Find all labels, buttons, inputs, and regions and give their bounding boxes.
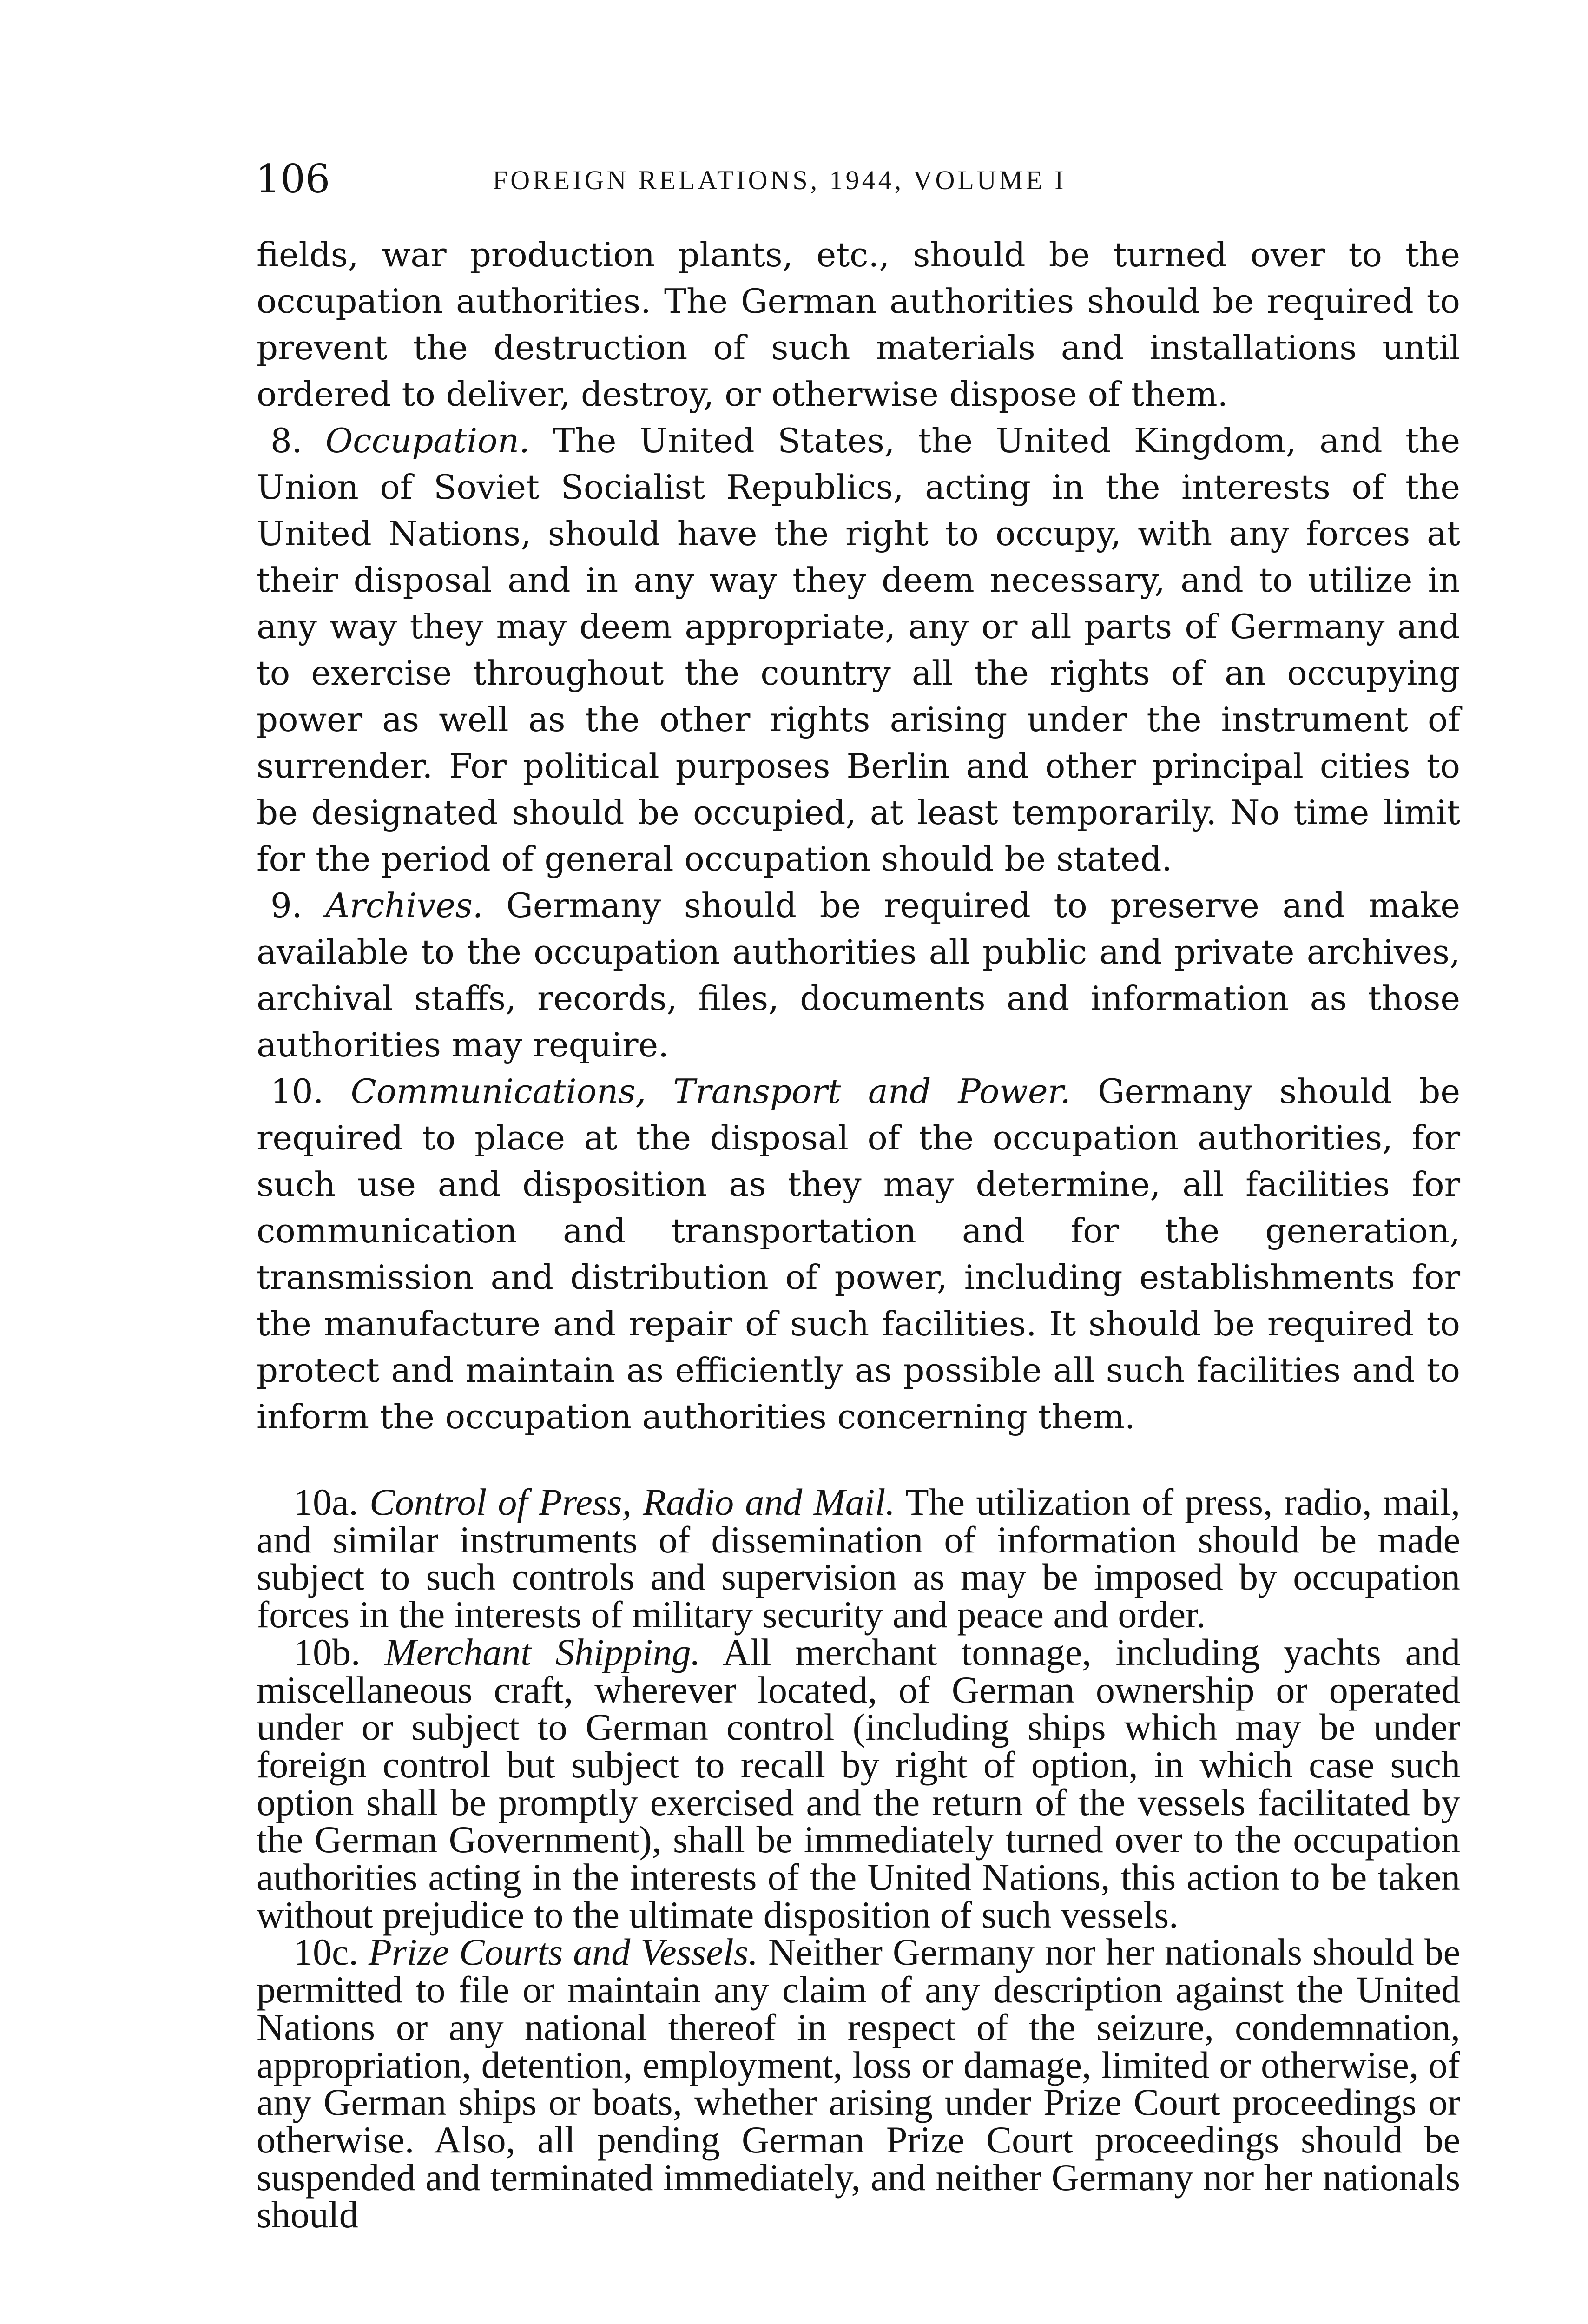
paragraph-text: The United States, the United Kingdom, and the Union of Soviet Socialist Republics, acting in the interests of the United Nations, should have the right to occupy, with any forces at their disposal and in any way they deem necessary, and to utilize in any way they may deem appropriate, any or all parts of Germany and to exercise throughout the country all the rights of an occupying power as well as the other rights arising under the instrument of surrender. For political purposes Berlin and other principal cities to be designated should be occupied, at least temporarily. No time limit for the period of general occupation should be stated.	[257, 421, 1460, 878]
paragraph-continuation	[257, 231, 1460, 417]
paragraph-merchant-shipping	[257, 1631, 1461, 1936]
paragraph-communications	[257, 1068, 1460, 1440]
paragraph-control-of-press	[257, 1481, 1460, 1636]
text-section-upper	[257, 231, 1460, 1440]
paragraph-archives	[257, 882, 1460, 1068]
paragraph-heading: Archives.	[325, 886, 483, 925]
paragraph-heading: Occupation.	[325, 421, 530, 460]
paragraph-prize-courts	[257, 1931, 1461, 2236]
paragraph-text: The utilization of press, radio, mail, and similar instruments of dissemination of information should be made subject to such controls and supervision as may be imposed by occupation forces in the interests of military security and peace and order.	[257, 1481, 1460, 1636]
running-title: FOREIGN RELATIONS, 1944, VOLUME I	[493, 165, 1067, 195]
paragraph-text: All merchant tonnage, including yachts and miscellaneous craft, wherever located, of German ownership or operated under or subject to German control (including ships which may be under foreign control but subject to recall by right of option, in which case such option shall be promptly exercised and the return of the vessels facilitated by the German Government), shall be immediately turned over to the occupation authorities acting in the interests of the United Nations, this action to be taken without prejudice to the ultimate disposition of such vessels.	[257, 1631, 1461, 1936]
paragraph-occupation	[257, 417, 1460, 882]
paragraph-number: 10a.	[294, 1481, 358, 1523]
paragraph-heading: Merchant Shipping.	[384, 1631, 701, 1673]
paragraph-number: 10c.	[294, 1931, 358, 1974]
page-number: 106	[256, 156, 330, 202]
paragraph-number: 9.	[270, 886, 303, 925]
paragraph-text: Germany should be required to place at the disposal of the occupation authorities, for such use and disposition as they may determine, all facilities for communication and transportation and for the generation, transmission and distribution of power, including establishments for the manufacture and repair of such facilities. It should be required to protect and maintain as efficiently as possible all such facilities and to inform the occupation authorities concerning them.	[257, 1072, 1461, 1436]
text-section-lower	[257, 1481, 1461, 2236]
paragraph-number: 8.	[270, 421, 303, 460]
page-header	[256, 153, 1464, 205]
paragraph-heading: Communications, Transport and Power.	[350, 1072, 1071, 1111]
body-text	[257, 231, 1460, 2234]
paragraph-heading: Control of Press, Radio and Mail.	[369, 1481, 895, 1523]
paragraph-number: 10.	[270, 1072, 324, 1111]
paragraph-text: Neither Germany nor her nationals should be permitted to file or maintain any claim of any description against the United Nations or any national thereof in respect of the seizure, condemnation, appropriation, detention, employment, loss or damage, limited or otherwise, of any German ships or boats, whether arising under Prize Court proceedings or otherwise. Also, all pending German Prize Court proceedings should be suspended and terminated immediately, and neither Germany nor her nationals should	[257, 1931, 1461, 2236]
paragraph-number: 10b.	[294, 1631, 361, 1673]
paragraph-text: fields, war production plants, etc., should be turned over to the occupation authorities. The German authorities should be required to prevent the destruction of such materials and installations until ordered to deliver, destroy, or otherwise dispose of them.	[257, 235, 1460, 414]
paragraph-heading: Prize Courts and Vessels.	[368, 1931, 758, 1974]
paragraph-text: Germany should be required to preserve and make available to the occupation authorities all public and private archives, archival staffs, records, files, documents and information as those authorities may require.	[257, 886, 1461, 1064]
